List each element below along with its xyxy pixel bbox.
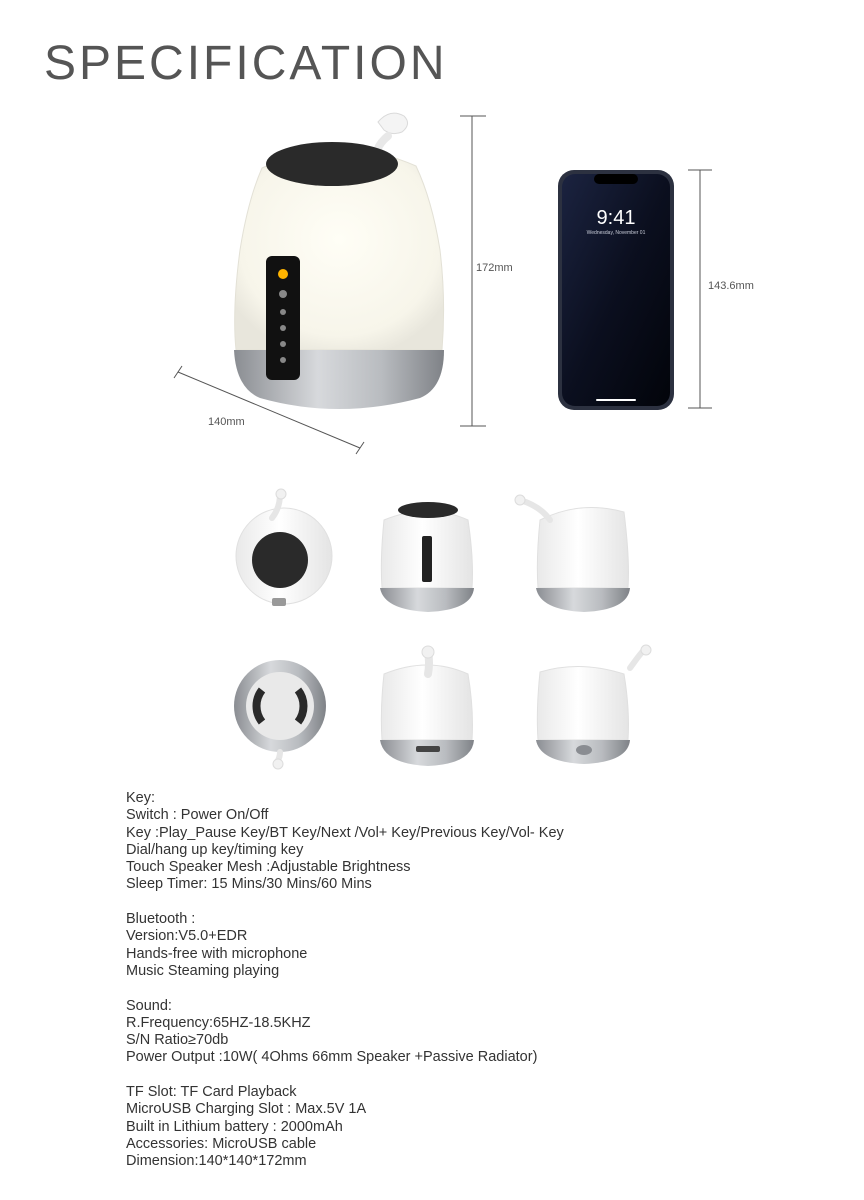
spec-line: Hands-free with microphone xyxy=(126,945,308,962)
spec-line: Dimension:140*140*172mm xyxy=(126,1153,307,1170)
phone-illustration xyxy=(558,170,674,410)
spec-line: Built in Lithium battery : 2000mAh xyxy=(126,1118,343,1135)
width-label: 140mm xyxy=(208,416,245,428)
spec-line: Accessories: MicroUSB cable xyxy=(126,1135,317,1152)
spec-heading: Bluetooth : xyxy=(126,911,196,928)
view-side-other xyxy=(536,645,651,764)
phone-height-label: 143.6mm xyxy=(708,280,754,292)
view-bottom xyxy=(234,660,326,769)
spec-line: TF Slot: TF Card Playback xyxy=(126,1084,297,1101)
spec-line: Version:V5.0+EDR xyxy=(126,928,248,945)
view-side xyxy=(515,495,630,612)
phone-date: Wednesday, November 01 xyxy=(586,230,646,236)
spec-group-sound xyxy=(126,998,564,1067)
spec-line: S/N Ratio≥70db xyxy=(126,1032,229,1049)
phone-time: 9:41 xyxy=(596,207,636,229)
spec-line: Switch : Power On/Off xyxy=(126,807,269,824)
spec-line: MicroUSB Charging Slot : Max.5V 1A xyxy=(126,1101,367,1118)
spec-group-other xyxy=(126,1084,564,1170)
spec-line: Dial/hang up key/timing key xyxy=(126,841,304,858)
spec-group-bluetooth xyxy=(126,911,564,980)
spec-heading: Key: xyxy=(126,790,156,806)
specification-text xyxy=(126,790,564,1188)
height-label: 172mm xyxy=(476,262,513,274)
spec-line: Sleep Timer: 15 Mins/30 Mins/60 Mins xyxy=(126,876,372,893)
spec-line: Touch Speaker Mesh :Adjustable Brightness xyxy=(126,859,411,876)
view-back xyxy=(380,646,474,766)
spec-line: Key :Play_Pause Key/BT Key/Next /Vol+ Key/Previous Key/Vol- Key xyxy=(126,824,564,841)
spec-line: Music Steaming playing xyxy=(126,962,280,979)
spec-line: R.Frequency:65HZ-18.5KHZ xyxy=(126,1014,311,1031)
speaker-main xyxy=(234,113,444,409)
spec-line: Power Output :10W( 4Ohms 66mm Speaker +Passive Radiator) xyxy=(126,1049,538,1066)
spec-group-key xyxy=(126,790,564,894)
spec-heading: Sound: xyxy=(126,997,172,1014)
page-title: SPECIFICATION xyxy=(44,37,448,90)
view-top xyxy=(236,489,332,606)
view-front xyxy=(380,502,474,612)
